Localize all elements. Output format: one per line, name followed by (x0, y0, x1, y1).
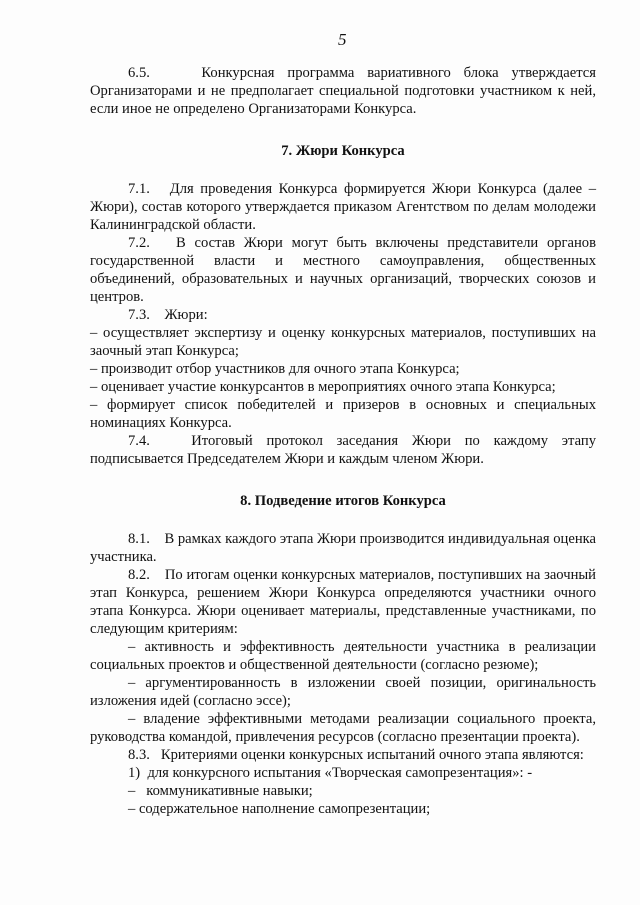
paragraph-7-3: 7.3. Жюри: (128, 307, 208, 323)
bullet-7-3-4: – формирует список победителей и призеров в основных и специальных номинациях Конкурса. (90, 397, 596, 431)
bullet-7-3-2: – производит отбор участников для очного этапа Конкурса; (90, 361, 460, 377)
paragraph-8-3: 8.3. Критериями оценки конкурсных испытаний очного этапа являются: (128, 747, 584, 763)
page-number: 5 (338, 30, 347, 49)
bullet-7-3-3: – оценивает участие конкурсантов в мероприятиях очного этапа Конкурса; (90, 379, 556, 395)
paragraph-7-1: 7.1. Для проведения Конкурса формируется Жюри Конкурса (далее – Жюри), состав которого утверждается приказом Агентством по делам молодежи Калининградской области. (90, 181, 596, 233)
paragraph-7-4: 7.4. Итоговый протокол заседания Жюри по каждому этапу подписывается Председателем Жюри и каждым членом Жюри. (90, 433, 596, 467)
document-body (90, 64, 596, 818)
list-item-8-3-3: – содержательное наполнение самопрезентации; (128, 801, 431, 817)
section-8-heading: 8. Подведение итогов Конкурса (240, 493, 446, 509)
paragraph-6-5: 6.5. Конкурсная программа вариативного блока утверждается Организаторами и не предполагает специальной подготовки участником к ней, если иное не определено Организаторами Конкурса. (90, 65, 596, 117)
bullet-8-2-2: – аргументированность в изложении своей позиции, оригинальность изложения идей (согласно эссе); (90, 675, 596, 709)
bullet-8-2-1: – активность и эффективность деятельности участника в реализации социальных проектов и общественной деятельности (согласно резюме); (90, 639, 596, 673)
list-item-8-3-1: 1) для конкурсного испытания «Творческая самопрезентация»: - (128, 765, 533, 781)
bullet-8-2-3: – владение эффективными методами реализации социального проекта, руководства командой, привлечения ресурсов (согласно презентации проекта). (90, 711, 596, 745)
bullet-7-3-1: – осуществляет экспертизу и оценку конкурсных материалов, поступивших на заочный этап Конкурса; (90, 325, 596, 359)
list-item-8-3-2: – коммуникативные навыки; (128, 783, 313, 799)
paragraph-7-2: 7.2. В состав Жюри могут быть включены представители органов государственной власти и местного самоуправления, общественных объединений, образовательных и научных организаций, творческих союзов и центров. (90, 235, 596, 305)
section-7-heading: 7. Жюри Конкурса (281, 143, 405, 159)
paragraph-8-2: 8.2. По итогам оценки конкурсных материалов, поступивших на заочный этап Конкурса, решением Жюри Конкурса определяются участники очного этапа Конкурса. Жюри оценивает материалы, представленные участниками, по следующим критериям: (90, 567, 596, 637)
paragraph-8-1: 8.1. В рамках каждого этапа Жюри производится индивидуальная оценка участника. (90, 531, 596, 565)
